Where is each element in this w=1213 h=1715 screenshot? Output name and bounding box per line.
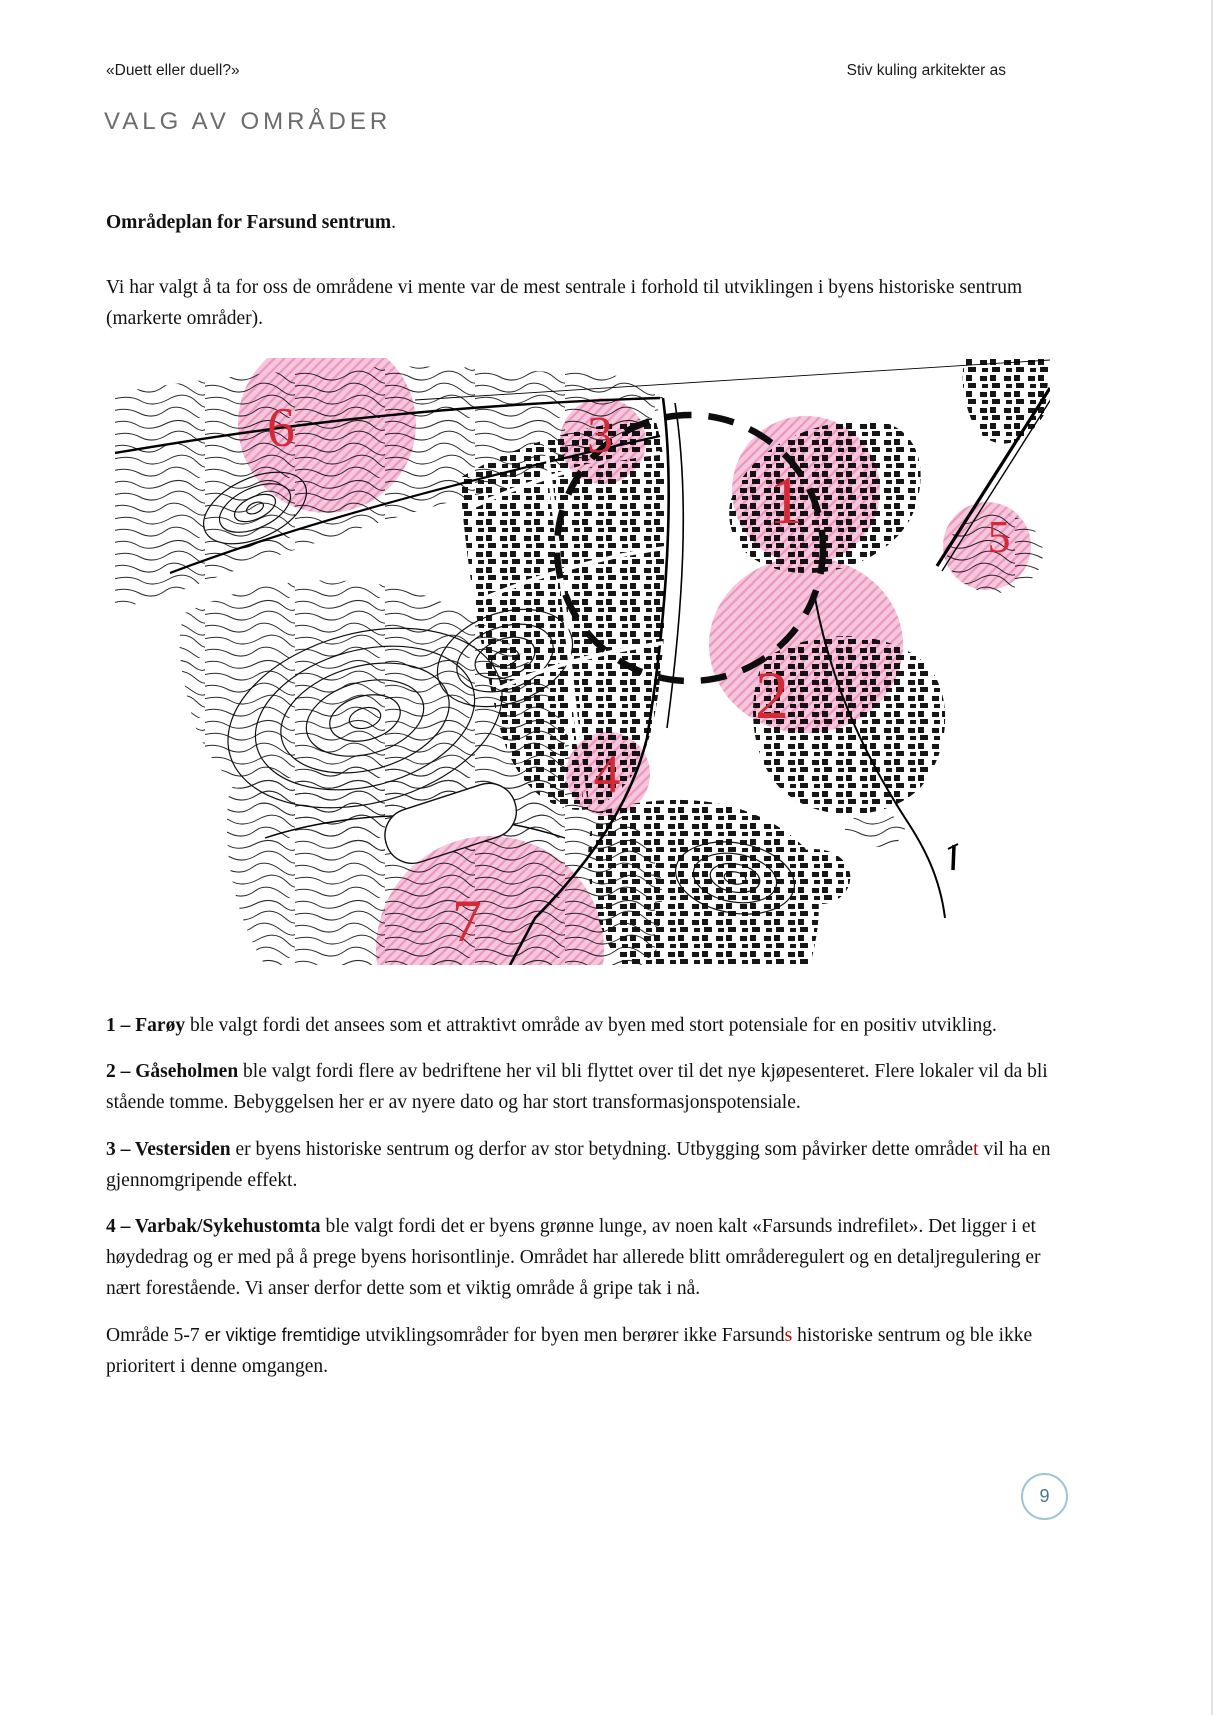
paragraph-3-tracked-change: t [973, 1138, 979, 1160]
page-number-badge [1021, 1473, 1068, 1520]
map-figure [115, 358, 1050, 965]
area-number-3: 3 [587, 407, 613, 464]
paragraph-4-lead: 4 – Varbak/Sykehustomta [106, 1215, 321, 1237]
area-number-1: 1 [769, 462, 803, 538]
section-heading-period: . [391, 212, 396, 233]
page-number: 9 [1039, 1486, 1050, 1506]
area-circle-1 [732, 416, 880, 564]
map-scale-mark [948, 844, 958, 870]
paragraph-1-text: ble valgt fordi det ansees som et attraktivt område av byen med stort potensiale for en positiv utvikling. [185, 1015, 997, 1036]
farsund-map [115, 358, 1050, 965]
paragraph-5-tracked-change: s [784, 1324, 793, 1346]
header-right-text: Stiv kuling arkitekter as [846, 62, 1006, 79]
area-circle-2 [709, 557, 903, 733]
area-number-4: 4 [593, 744, 621, 804]
paragraph-3-tail: vil ha en gjennomgripende effekt. [106, 1138, 1051, 1191]
paragraph-3-text: er byens historiske sentrum og derfor av stor betydning. Utbygging som påvirker dette område [230, 1138, 974, 1160]
paragraph-2-lead: 2 – Gåseholmen [106, 1061, 239, 1083]
paragraph-area-2 [106, 1056, 1064, 1118]
section-heading-bold: Områdeplan for Farsund sentrum [106, 212, 392, 233]
paragraph-areas-5-7 [106, 1320, 1064, 1382]
paragraph-5-start: Område 5-7 [106, 1324, 205, 1346]
header-left-text: «Duett eller duell?» [106, 62, 240, 79]
area-number-6: 6 [267, 397, 295, 459]
paragraph-area-4 [106, 1211, 1064, 1305]
area-number-2: 2 [755, 657, 789, 733]
paragraph-4-text: ble valgt fordi det er byens grønne lunge, av noen kalt «Farsunds indrefilet». Det ligger i et høydedrag og er med på å prege byens horisontlinje. Området har allerede blitt områderegulert og en detaljregulering er nært forestående. Vi anser derfor dette som et viktig område å gripe tak i nå. [106, 1215, 1041, 1300]
paragraph-5-inserted-text: er viktige fremtidige [204, 1324, 361, 1345]
paragraph-5-tail: historiske sentrum og ble ikke prioritert i denne omgangen. [106, 1324, 1033, 1377]
page-title: VALG AV OMRÅDER [104, 108, 392, 135]
intro-paragraph: Vi har valgt å ta for oss de områdene vi mente var de mest sentrale i forhold til utviklingen i byens historiske sentrum (markerte områder). [106, 277, 1023, 330]
section-heading [106, 212, 396, 234]
paragraph-3-lead: 3 – Vestersiden [106, 1138, 231, 1160]
paragraph-1-lead: 1 – Farøy [106, 1015, 186, 1036]
paragraph-area-3 [106, 1134, 1064, 1196]
paragraph-2-text: ble valgt fordi flere av bedriftene her vil bli flyttet over til det nye kjøpesenteret. Flere lokaler vil da bli stående tomme. Bebyggelsen her er av nyere dato og har stort transformasjonspotensiale. [106, 1061, 1048, 1114]
body-text [106, 1010, 1064, 1397]
area-number-7: 7 [452, 888, 482, 954]
paragraph-area-1 [106, 1010, 1064, 1041]
page-header [106, 62, 1006, 80]
paragraph-5-mid: utviklingsområder for byen men berører ikke Farsund [360, 1324, 785, 1346]
area-number-5: 5 [987, 511, 1011, 562]
